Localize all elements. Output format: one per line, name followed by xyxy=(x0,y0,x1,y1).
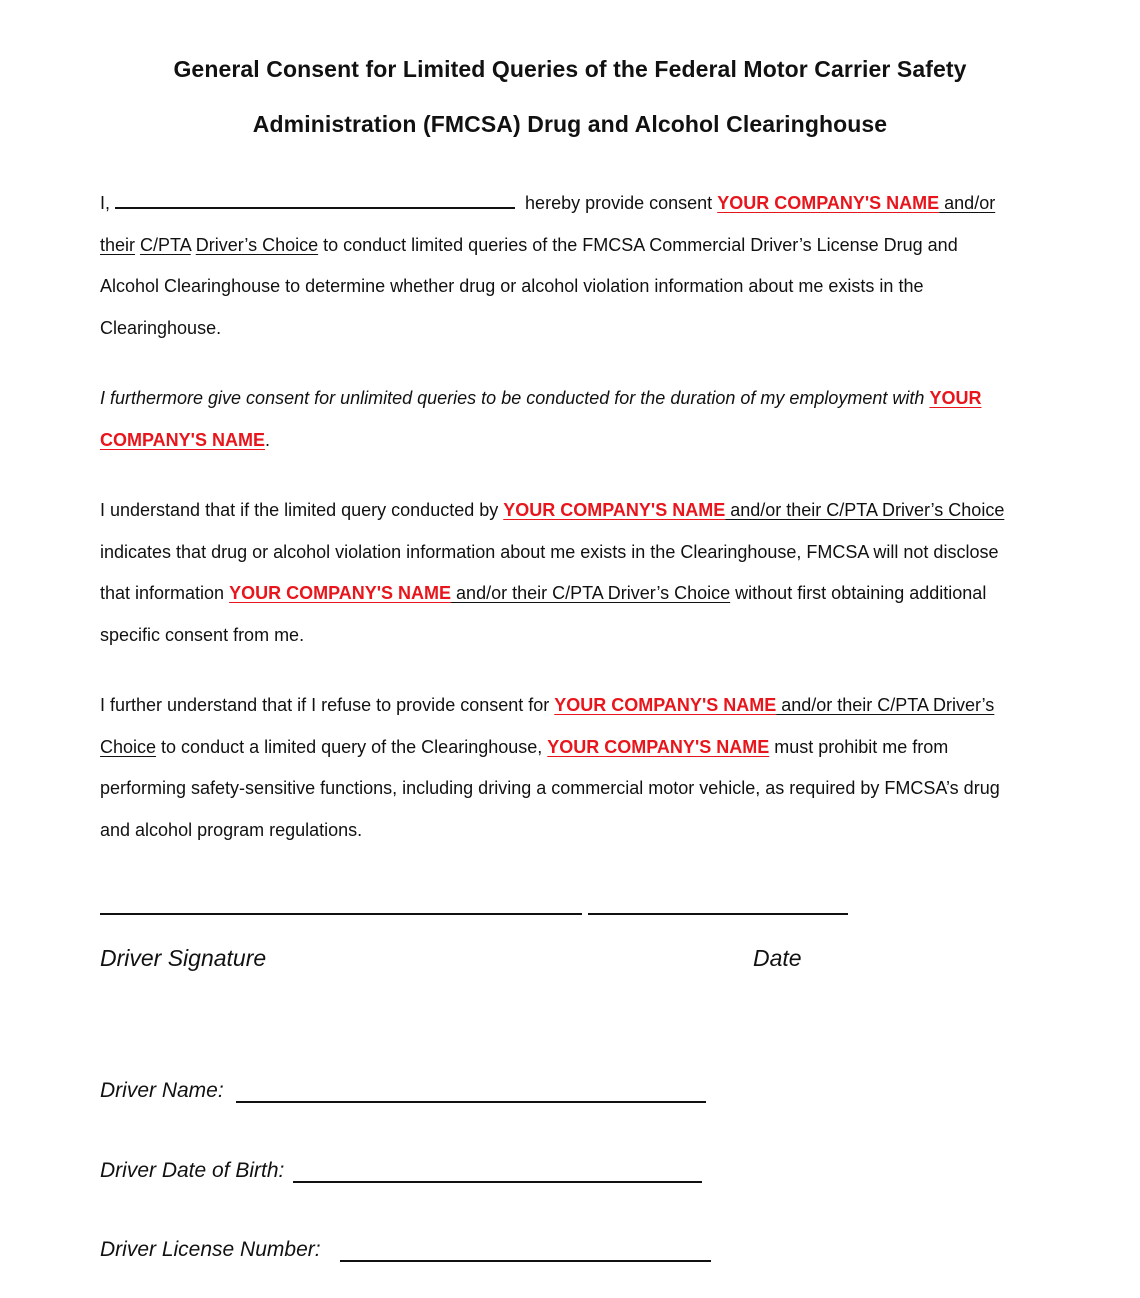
company-name-placeholder: YOUR COMPANY'S NAME xyxy=(229,583,452,604)
paragraph-3-line-1: I understand that if the limited query conducted by xyxy=(100,500,504,520)
paragraph-4-line-3: performing safety-sensitive functions, including driving a commercial motor vehicle, as required by FMCSA’s drug xyxy=(100,778,1000,799)
choice-text: Choice xyxy=(100,736,157,757)
driver-name-field xyxy=(100,1079,224,1103)
consent-paragraph-1 xyxy=(100,183,1060,349)
driver-dob-label: Driver Date of Birth: xyxy=(100,1159,285,1182)
consent-prefix: I, xyxy=(100,193,111,213)
driver-dob-line[interactable] xyxy=(293,1181,702,1183)
date-line[interactable] xyxy=(588,913,848,915)
cpta-text: C/PTA xyxy=(140,234,191,255)
company-name-placeholder: YOUR COMPANY'S NAME xyxy=(547,736,770,757)
paragraph-1-line-2: to conduct limited queries of the FMCSA Commercial Driver’s License Drug and xyxy=(318,234,958,255)
consent-intro-text: hereby provide consent xyxy=(525,193,713,213)
consent-paragraph-3 xyxy=(100,490,1060,656)
driver-signature-line[interactable] xyxy=(100,913,582,915)
paragraph-3-line-3-end: without first obtaining additional xyxy=(730,583,987,604)
drivers-choice-text: Driver’s Choice xyxy=(195,234,319,255)
company-name-placeholder: YOUR COMPANY'S NAME xyxy=(503,500,726,520)
driver-signature-label: Driver Signature xyxy=(100,945,267,971)
company-name-placeholder: YOUR COMPANY'S NAME xyxy=(554,695,777,715)
driver-name-label: Driver Name: xyxy=(100,1079,224,1102)
paragraph-3-line-4: specific consent from me. xyxy=(100,624,305,645)
their-text: their xyxy=(100,234,136,255)
consent-paragraph-4 xyxy=(100,685,1060,851)
paragraph-3-line-3-start: that information xyxy=(100,583,230,604)
paragraph-3-line-2: indicates that drug or alcohol violation information about me exists in the Clearinghouse, FMCSA will not disclose xyxy=(100,541,999,562)
driver-license-field xyxy=(100,1238,321,1262)
andor-text: and/or xyxy=(939,193,996,213)
period-text: . xyxy=(264,429,270,450)
cpta-drivers-choice-text: and/or their C/PTA Driver’s Choice xyxy=(451,583,731,604)
date-label: Date xyxy=(753,945,802,971)
form-title-line-2: Administration (FMCSA) Drug and Alcohol Clearinghouse xyxy=(252,111,888,137)
driver-name-blank[interactable] xyxy=(115,206,515,209)
paragraph-4-line-4: and alcohol program regulations. xyxy=(100,819,363,840)
paragraph-1-line-3: Alcohol Clearinghouse to determine whether drug or alcohol violation information about me exists in the xyxy=(100,276,924,297)
company-name-placeholder: YOUR xyxy=(929,388,982,408)
driver-dob-field xyxy=(100,1159,284,1183)
consent-paragraph-2 xyxy=(100,378,1060,461)
driver-license-label: Driver License Number: xyxy=(100,1238,321,1261)
paragraph-4-line-2-mid: to conduct a limited query of the Clearinghouse, xyxy=(156,736,548,757)
form-title-line-1: General Consent for Limited Queries of the Federal Motor Carrier Safety xyxy=(173,56,967,82)
cpta-drivers-choice-text: and/or their C/PTA Driver’s xyxy=(776,695,995,715)
unlimited-consent-text: I furthermore give consent for unlimited queries to be conducted for the duration of my employment with xyxy=(100,388,930,408)
cpta-drivers-choice-text: and/or their C/PTA Driver’s Choice xyxy=(725,500,1005,520)
driver-license-line[interactable] xyxy=(340,1260,711,1262)
paragraph-4-line-2-end: must prohibit me from xyxy=(769,736,949,757)
company-name-placeholder: COMPANY'S NAME xyxy=(100,429,265,450)
paragraph-1-line-4: Clearinghouse. xyxy=(100,317,222,338)
driver-name-line[interactable] xyxy=(236,1101,706,1103)
company-name-placeholder: YOUR COMPANY'S NAME xyxy=(717,193,940,213)
paragraph-4-line-1: I further understand that if I refuse to provide consent for xyxy=(100,695,555,715)
